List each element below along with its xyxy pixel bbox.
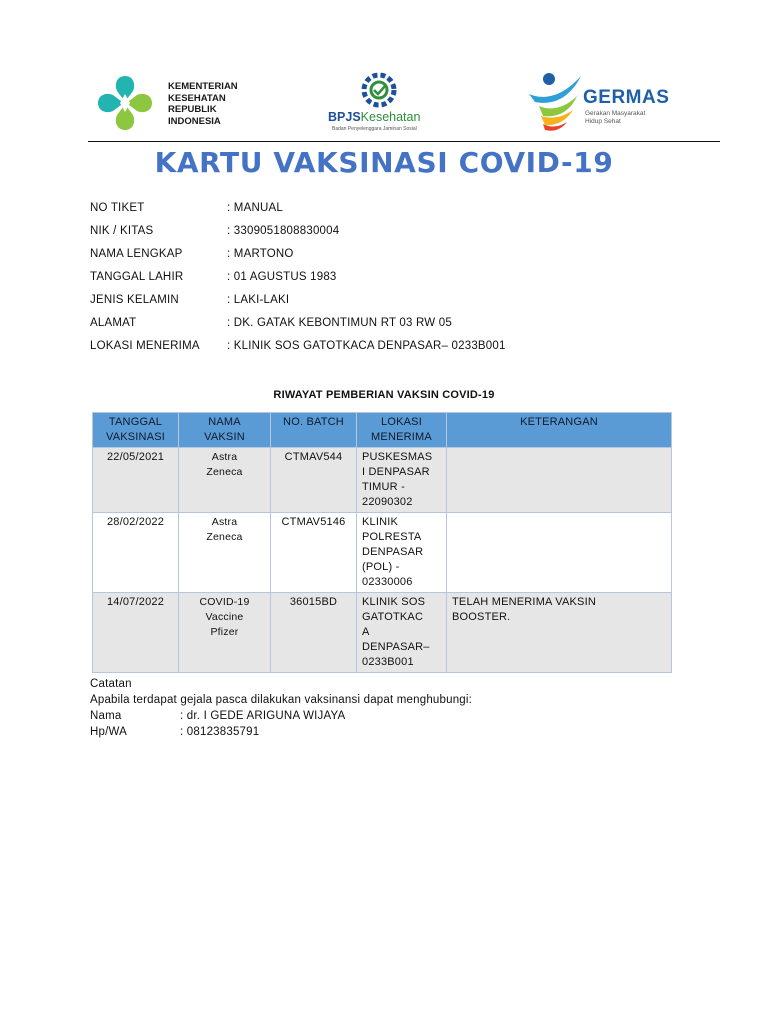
cell-location <box>357 448 447 513</box>
header-text: TANGGAL VAKSINASI <box>105 416 166 443</box>
cell-text: 28/02/2022 <box>106 516 165 528</box>
contact-label: Nama <box>90 710 122 722</box>
table-row <box>93 593 672 673</box>
cell-text: Astra Zeneca <box>206 451 243 478</box>
germas-sub-line: Hidup Sehat <box>585 118 621 125</box>
field-value: : LAKI-LAKI <box>227 294 290 306</box>
cell-location <box>357 593 447 673</box>
kemenkes-line: INDONESIA <box>168 115 221 127</box>
kemenkes-line: REPUBLIK <box>168 104 217 115</box>
germas-wordmark: GERMAS <box>583 87 670 108</box>
header-divider <box>88 141 720 142</box>
field-label: JENIS KELAMIN <box>90 294 179 306</box>
cell-text: TELAH MENERIMA VAKSIN BOOSTER. <box>452 596 596 623</box>
field-label: ALAMAT <box>90 317 137 329</box>
field-label: LOKASI MENERIMA <box>90 340 200 352</box>
bpjs-tagline: Badan Penyelenggara Jaminan Sosial <box>332 126 417 132</box>
cell-text: PUSKESMAS I DENPASAR TIMUR - 22090302 <box>362 451 433 508</box>
field-alamat <box>90 317 690 340</box>
column-header-lokasi <box>357 413 447 448</box>
cell-location <box>357 513 447 593</box>
header-text: NO. BATCH <box>283 416 344 428</box>
germas-emblem-icon <box>525 70 583 132</box>
germas-subtitle <box>585 110 645 126</box>
cell-date <box>93 448 179 513</box>
bpjs-wordmark <box>328 110 420 124</box>
field-label: TANGGAL LAHIR <box>90 271 184 283</box>
field-value: : DK. GATAK KEBONTIMUN RT 03 RW 05 <box>227 317 452 329</box>
table-header-row <box>93 413 672 448</box>
field-label: NO TIKET <box>90 202 145 214</box>
cell-vaccine <box>179 593 271 673</box>
cell-note <box>447 513 672 593</box>
field-value: : 01 AGUSTUS 1983 <box>227 271 337 283</box>
field-tanggal-lahir <box>90 271 690 294</box>
identity-fields <box>90 202 690 363</box>
notes-section <box>90 678 710 742</box>
field-nik-kitas <box>90 225 690 248</box>
cell-vaccine <box>179 448 271 513</box>
header-text: LOKASI MENERIMA <box>371 416 432 443</box>
page-title: KARTU VAKSINASI COVID-19 <box>154 146 614 179</box>
contact-value: : dr. I GEDE ARIGUNA WIJAYA <box>180 710 346 722</box>
field-jenis-kelamin <box>90 294 690 317</box>
field-no-tiket <box>90 202 690 225</box>
cell-date <box>93 593 179 673</box>
field-value: : KLINIK SOS GATOTKACA DENPASAR– 0233B001 <box>227 340 506 352</box>
bpjs-name-part2: Kesehatan <box>360 110 421 124</box>
kemenkes-line: KESEHATAN <box>168 92 226 104</box>
cell-text: KLINIK SOS GATOTKAC A DENPASAR– 0233B001 <box>362 596 430 668</box>
contact-phone-row <box>90 726 710 742</box>
table-row <box>93 448 672 513</box>
cell-vaccine <box>179 513 271 593</box>
field-label: NAMA LENGKAP <box>90 248 183 260</box>
contact-label: Hp/WA <box>90 726 127 738</box>
kemenkes-emblem-icon <box>90 72 160 134</box>
kemenkes-logo <box>90 72 260 134</box>
history-title: RIWAYAT PEMBERIAN VAKSIN COVID-19 <box>273 389 495 401</box>
field-label: NIK / KITAS <box>90 225 154 237</box>
cell-batch <box>271 513 357 593</box>
cell-text: CTMAV544 <box>284 451 343 463</box>
column-header-tanggal <box>93 413 179 448</box>
header <box>0 0 768 140</box>
field-lokasi-menerima <box>90 340 690 363</box>
field-value: : MANUAL <box>227 202 283 214</box>
cell-text: COVID-19 Vaccine Pfizer <box>199 596 250 638</box>
vaccination-history-table <box>92 412 672 673</box>
cell-text: 36015BD <box>289 596 338 608</box>
notes-text: Apabila terdapat gejala pasca dilakukan vaksinansi dapat menghubungi: <box>90 694 473 706</box>
cell-text: 22/05/2021 <box>106 451 165 463</box>
bpjs-name-part1: BPJS <box>328 110 361 124</box>
cell-batch <box>271 448 357 513</box>
germas-sub-line: Gerakan Masyarakat <box>585 110 646 117</box>
header-text: NAMA VAKSIN <box>204 416 245 443</box>
column-header-nama-vaksin <box>179 413 271 448</box>
cell-text: 14/07/2022 <box>106 596 165 608</box>
germas-logo <box>525 70 685 136</box>
field-nama-lengkap <box>90 248 690 271</box>
cell-batch <box>271 593 357 673</box>
cell-text: KLINIK POLRESTA DENPASAR (POL) - 02330006 <box>362 516 424 588</box>
contact-value: : 08123835791 <box>180 726 260 738</box>
cell-note <box>447 593 672 673</box>
contact-name-row <box>90 710 710 726</box>
kemenkes-wordmark <box>168 81 238 127</box>
bpjs-logo <box>328 72 438 134</box>
field-value: : MARTONO <box>227 248 294 260</box>
cell-text: CTMAV5146 <box>281 516 346 528</box>
cell-note <box>447 448 672 513</box>
kemenkes-line: KEMENTERIAN <box>168 81 238 92</box>
bpjs-emblem-icon <box>358 72 400 108</box>
table-row <box>93 513 672 593</box>
cell-date <box>93 513 179 593</box>
header-text: KETERANGAN <box>520 416 598 428</box>
cell-text: Astra Zeneca <box>206 516 243 543</box>
field-value: : 3309051808830004 <box>227 225 340 237</box>
column-header-no-batch <box>271 413 357 448</box>
notes-heading: Catatan <box>90 678 132 690</box>
column-header-keterangan <box>447 413 672 448</box>
